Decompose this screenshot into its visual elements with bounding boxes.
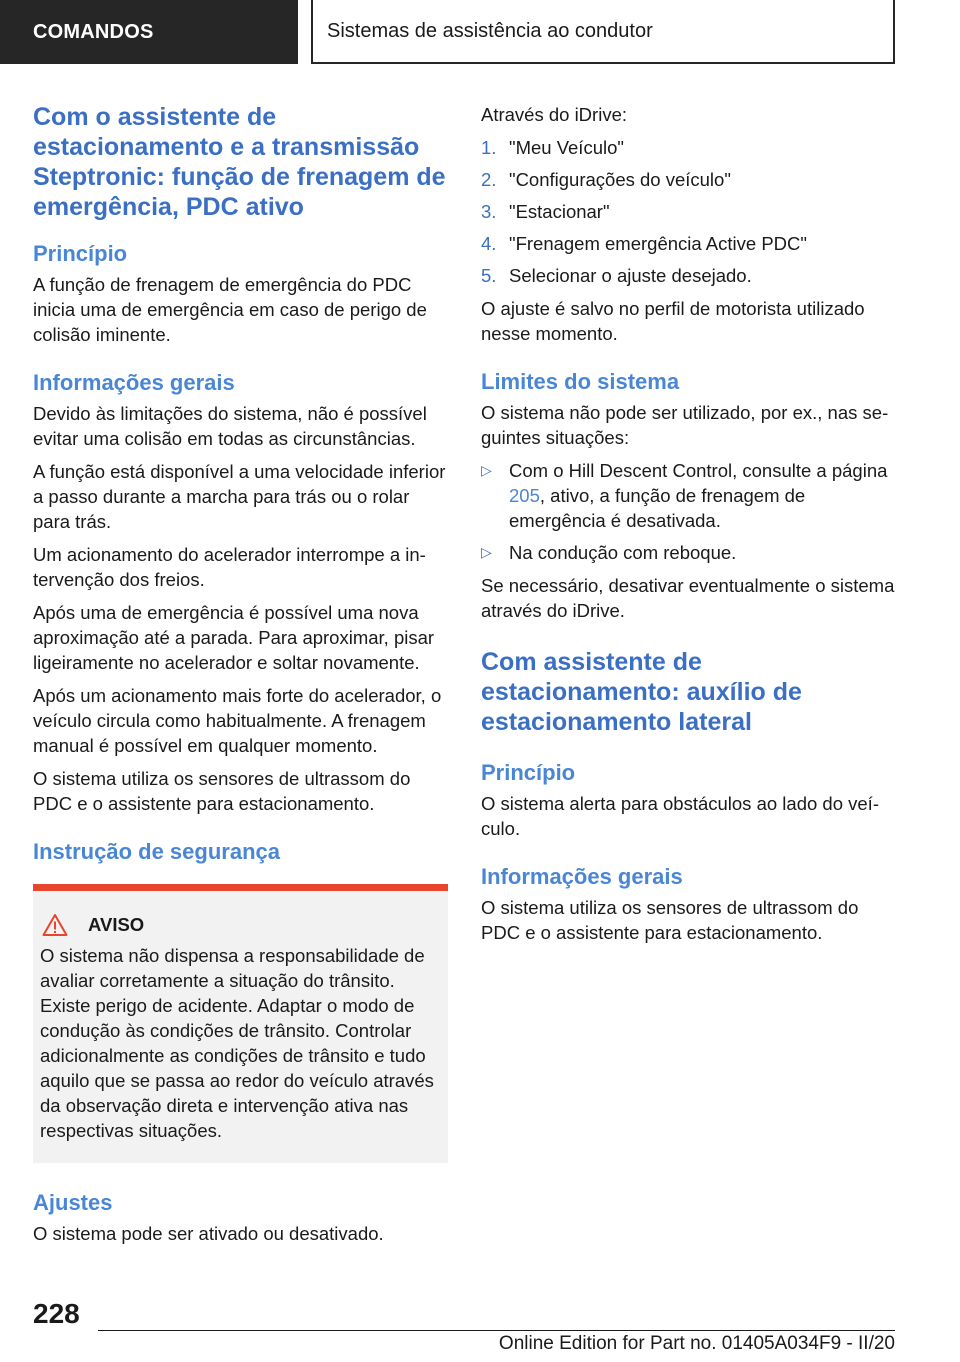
list-item xyxy=(481,458,896,533)
step-number: 2. xyxy=(481,169,497,190)
general-info-paragraph: Um acionamento do acelerador interrompe a intervenção dos freios. xyxy=(33,544,426,590)
principle-text-2: O sistema alerta para obstáculos ao lado do veículo. xyxy=(481,793,879,839)
limits-intro: O sistema não pode ser utilizado, por ex., nas seguintes situações: xyxy=(481,402,889,448)
left-column xyxy=(33,102,448,1254)
warning-title: AVISO xyxy=(88,914,145,935)
idrive-intro: Através do iDrive: xyxy=(481,104,627,125)
step-text: "Frenagem emergência Active PDC" xyxy=(509,233,807,254)
bullet-text-part: , ativo, a função de frenagem de emergência é desativada. xyxy=(509,485,806,531)
general-info-paragraph: A função está disponível a uma velocidade inferior a passo durante a marcha para trás ou o rolar para trás. xyxy=(33,461,446,532)
bullet-text: Na condução com reboque. xyxy=(509,542,737,563)
saved-note: O ajuste é salvo no perfil de motorista utilizado nesse momento. xyxy=(481,298,865,344)
step-number: 5. xyxy=(481,265,497,286)
page-link[interactable]: 205 xyxy=(509,485,540,506)
safety-heading: Instrução de segurança xyxy=(33,839,280,864)
section-title-2: Com assistente de estacionamento: auxílio de estacionamento lateral xyxy=(481,648,802,736)
settings-heading: Ajustes xyxy=(33,1190,113,1215)
limits-outro: Se necessário, desativar eventualmente o sistema através do iDrive. xyxy=(481,575,895,621)
general-info-paragraph: Devido às limitações do sistema, não é possível evitar uma colisão em todas as circunstâncias. xyxy=(33,403,427,449)
general-info-paragraph: Após um acionamento mais forte do acelerador, o veículo circula como habitualmente. A frenagem manual é possível em qualquer momento. xyxy=(33,685,442,756)
general-info-text-2: O sistema utiliza os sensores de ultrassom do PDC e o assistente para estacionamento. xyxy=(481,897,859,943)
list-item xyxy=(481,199,896,224)
bullet-triangle-icon: ▷ xyxy=(481,544,492,560)
chapter-title: Sistemas de assistência ao condutor xyxy=(311,0,895,64)
step-text: Selecionar o ajuste desejado. xyxy=(509,265,752,286)
principle-heading: Princípio xyxy=(33,241,128,266)
section-title: Com o assistente de estacionamento e a transmissão Steptronic: função de frenagem de emergência, PDC ativo xyxy=(33,103,446,221)
page-number: 228 xyxy=(33,1298,80,1329)
settings-text: O sistema pode ser ativado ou desativado. xyxy=(33,1223,384,1244)
section-tab: COMANDOS xyxy=(0,0,298,64)
step-number: 3. xyxy=(481,201,497,222)
step-text: "Configurações do veículo" xyxy=(509,169,731,190)
right-column xyxy=(481,102,896,953)
list-item xyxy=(481,231,896,256)
footer-edition: Online Edition for Part no. 01405A034F9 - II/20 xyxy=(498,1333,895,1354)
footer-divider xyxy=(98,1330,895,1331)
warning-text: O sistema não dispensa a responsabilidade de avaliar corretamente a situação do trânsito. Existe perigo de acidente. Adaptar o modo de condução às condições de trânsito. Controlar adicionalmente as condições de trânsito e tudo aquilo que se passa ao redor do veículo através da observação direta e intervenção ativa nas respectivas situações. xyxy=(40,945,434,1141)
step-text: "Estacionar" xyxy=(509,201,610,222)
list-item xyxy=(481,263,896,288)
steps-list xyxy=(481,135,896,288)
bullet-text xyxy=(509,458,896,533)
general-info-paragraph: O sistema utiliza os sensores de ultrassom do PDC e o assistente para estacionamento. xyxy=(33,768,411,814)
principle-heading-2: Princípio xyxy=(481,760,576,785)
list-item xyxy=(481,135,896,160)
step-number: 4. xyxy=(481,233,497,254)
bullet-text-part: Com o Hill Descent Control, consulte a página xyxy=(509,460,888,481)
list-item xyxy=(481,540,896,565)
general-info-paragraph: Após uma de emergência é possível uma nova aproximação até a parada. Para aproximar, pisar ligeiramente no acelerador e soltar novamente. xyxy=(33,602,435,673)
warning-box xyxy=(33,891,448,1163)
general-info-heading: Informações gerais xyxy=(33,370,235,395)
list-item xyxy=(481,167,896,192)
step-text: "Meu Veículo" xyxy=(509,137,624,158)
general-info-heading-2: Informações gerais xyxy=(481,864,683,889)
limits-list xyxy=(481,458,896,565)
warning-bar xyxy=(33,884,448,891)
limits-heading: Limites do sistema xyxy=(481,369,680,394)
warning-triangle-icon xyxy=(42,913,68,937)
principle-text: A função de frenagem de emergência do PDC inicia uma de emergência em caso de perigo de colisão iminente. xyxy=(33,274,427,345)
bullet-triangle-icon: ▷ xyxy=(481,462,492,478)
warning-title-row xyxy=(40,913,438,937)
step-number: 1. xyxy=(481,137,497,158)
